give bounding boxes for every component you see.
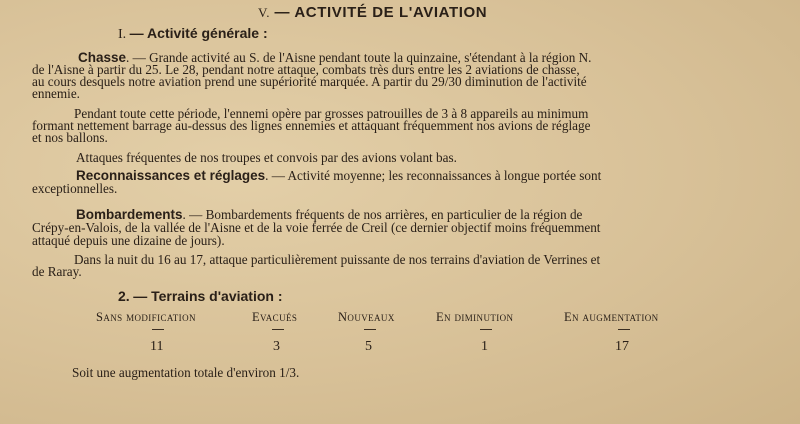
bombardements-line-2: Crépy-en-Valois, de la vallée de l'Aisne et de la voie ferrée de Creil (ce dernier objectif moins fréquemment <box>32 220 601 235</box>
column-header: Evacués <box>252 310 298 324</box>
bombardements-text: . — Bombardements fréquents de nos arrières, en particulier de la région de <box>182 207 583 222</box>
attaques-line: Attaques fréquentes de nos troupes et convois par des avions volant bas. <box>76 150 457 165</box>
bombardements-line-3: attaqué depuis une dizaine de jours). <box>32 233 225 248</box>
column-divider <box>152 329 164 330</box>
reconnaissances-line-1 <box>76 170 601 182</box>
section-heading-text: — Activité générale : <box>129 25 268 41</box>
reconnaissances-line-2: exceptionnelles. <box>32 181 118 196</box>
reconnaissances-text: . — Activité moyenne; les reconnaissances à longue portée sont <box>265 168 602 183</box>
chasse-line-3: au cours desquels notre aviation prend une supériorité marquée. A partir du 29/30 diminution de l'activité <box>32 74 587 89</box>
column-header: Sans modification <box>96 310 196 324</box>
chasse-line-4: ennemie. <box>32 86 80 101</box>
section-number: I. <box>118 27 127 42</box>
column-header: En augmentation <box>564 310 659 324</box>
bombardements-keyword: Bombardements <box>76 207 183 222</box>
column-divider <box>480 329 492 330</box>
section-heading-terrains <box>118 288 283 306</box>
patrouilles-line-3: et nos ballons. <box>32 130 108 145</box>
table-cell-value: 17 <box>615 339 629 354</box>
nuit-line-2: de Raray. <box>32 264 82 279</box>
title-number: V. <box>258 5 271 20</box>
section-heading-activite-generale <box>118 25 268 43</box>
nuit-line-1: Dans la nuit du 16 au 17, attaque particulièrement puissante de nos terrains d'aviation de Verrines et <box>74 252 601 267</box>
table-cell-value: 5 <box>365 339 372 354</box>
patrouilles-line-1: Pendant toute cette période, l'ennemi opère par grosses patrouilles de 3 à 8 appareils au minimum <box>74 106 589 121</box>
column-divider <box>364 329 376 330</box>
reconnaissances-keyword: Reconnaissances et réglages <box>76 168 266 183</box>
column-header: En diminution <box>436 310 514 324</box>
table-cell-value: 3 <box>273 339 280 354</box>
chasse-text: . — Grande activité au S. de l'Aisne pendant toute la quinzaine, s'étendant à la région N. <box>126 50 592 65</box>
column-divider <box>618 329 630 330</box>
chasse-line-2: de l'Aisne à partir du 25. Le 28, pendant notre attaque, combats très durs entre les 2 aviations de chasse, <box>32 62 580 77</box>
table-cell-value: 11 <box>150 339 164 354</box>
page-title <box>258 4 487 22</box>
patrouilles-line-2: formant nettement barrage au-dessus des lignes ennemies et attaquant fréquemment nos avions de réglage <box>32 118 591 133</box>
column-header: Nouveaux <box>338 310 395 324</box>
title-text: — ACTIVITÉ DE L'AVIATION <box>274 4 488 21</box>
table-cell-value: 1 <box>481 339 488 354</box>
column-divider <box>272 329 284 330</box>
section2-heading-text: — Terrains d'aviation : <box>133 288 283 304</box>
chasse-keyword: Chasse <box>78 50 127 65</box>
conclusion-text: Soit une augmentation totale d'environ 1/3. <box>72 365 300 380</box>
section2-number: 2. <box>118 288 130 304</box>
